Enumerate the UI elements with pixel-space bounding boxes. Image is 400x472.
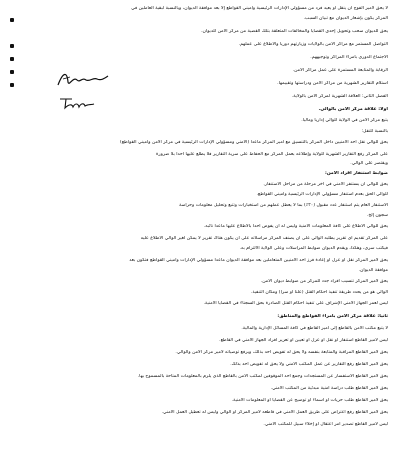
text-line: يحق لأمير القاطع رفع اعتراض على طريق العمل الأمني في قاطعه لأمير المركز أو الوالي وليس له تعطيل العمل الأمني.	[161, 410, 388, 415]
text-line: يحق لأمير القاطع رفع التقارير عن عمل المكتب الأمني ولا يحق له تفويض أحد بذلك.	[230, 362, 388, 367]
text-line: يتبع مركز الأمن في الولاية للوالي إداريا وماليا.	[301, 118, 388, 123]
signature-1	[55, 68, 110, 90]
text-line: لا يحق لأمير الفوج أن ينقل أو يعيد فرد من مسؤولي الإدارات الرئيسية وأميني القواطع إلا بعد موافقة الديوان، وبالنسبة لبقية العاملين في	[131, 6, 388, 11]
bullet-square	[10, 18, 14, 22]
text-line: لا يتبع مكتب الأمن بالقاطع إلى أمير القاطع في كافة المسائل الإدارية والمالية.	[241, 326, 388, 331]
text-line: سجون إلخ.	[366, 213, 388, 218]
text-line: يحق لأمير المركز نقل أو عزل أو إعادة فرز أحد الأمنيين المتعاملين بعد موافقة الديوان ماعدا مسؤولي الإدارات وأميني القواطع فتكون بعد	[129, 258, 388, 263]
text-line: يحق للوالي الاطلاع على كافة المعلومات الأمنية وليس له أن يفوض أحدا بالاطلاع عليها ماعدا نائبه.	[203, 224, 388, 229]
section-heading: أولاً: علاقة مركز الأمن بالوالي.	[318, 107, 388, 112]
bullet-square	[10, 57, 14, 61]
bullet-square	[10, 44, 14, 48]
text-line: الوالي هو من يحدد طريقة تنفيذ أحكام القتل (علنا أو سرا) ومكان التنفيذ.	[250, 290, 388, 295]
text-line: يحق لأمير القاطع المراقبة والمتابعة بنفسه ولا يحق له تفويض أحد بذلك، ويرفع توصياته لأمير مركز الأمن والوالي.	[175, 350, 388, 355]
text-line: المركز يكون بإشعار الديوان مع تبيان السبب.	[303, 16, 388, 21]
text-line: على المركز رفع التقارير الشهرية للولاية وإطلاعه بعمل المركز مع الحفاظ على سرية التقارير فلا يطلع عليها أحدا بلا ضرورة	[155, 152, 388, 157]
signature-2	[58, 95, 98, 111]
section-heading: الفصل الثاني: العلاقة الشهرية لمركز الأمن بالولاية.	[291, 94, 388, 99]
text-line: التواصل المستمر مع مراكز الأمن بالولايات وزيارتهم دوريا والاطلاع على عملهم.	[238, 42, 388, 47]
text-line: استلام التقارير الشهرية من مراكز الأمن ودراستها وتقييمها.	[277, 81, 388, 86]
text-line: الاجتماع الدوري بأمراء المراكز وتوجيههم.	[310, 55, 388, 60]
text-line: للوالي الحق بعدم استنفار مسؤولي الإدارات الرئيسية وأميني القواطع.	[256, 192, 388, 197]
text-line: الرقابة والمتابعة المستمرة على عمل مراكز الأمن.	[292, 68, 388, 73]
bullet-square	[10, 83, 14, 87]
text-line: ليس لعمر الجهاز الأمني الإشراف على تنفيذ أحكام القتل الصادرة بحق السجناء في القضايا الأمنية.	[203, 301, 388, 306]
text-line: يحق للوالي نقل أحد الأمنيين داخل المركز بالتنسيق مع أمير المركز ماعدا (الأمني ومسؤولي الإدارات الرئيسية في مركز الأمن وأميني القواطع)	[119, 140, 388, 145]
text-line: ليس لأمير القاطع استنفار أو نقل أو عزل أو تعيين أو تعزير أفراد الجهاز الأمني في القاطع.	[219, 338, 388, 343]
text-line: يحق لأمير المركز تنسيب أفراد جدد للمركز من ضوابط ديوان الأمن.	[260, 279, 388, 284]
text-line: ليس لأمير القاطع تصدير أمر اعتقال أو إخلاء سبيل للمكتب الأمني.	[263, 422, 388, 427]
text-line: فيكتب سري، وهكذا، ويقدم الديوان ضوابط المراسلات وعلى الولاية الالتزام به.	[239, 246, 388, 251]
text-line: ويقتصر على الوالي.	[350, 161, 388, 166]
text-line: بالنسبة للنقل:	[361, 129, 388, 134]
text-line: يحق لأمير القاطع الاستفسار عن المستجدات وجمع أحد الموقوفين لمكتب الأمن بالقاطع الذي يلزم بالمعلومات المتاحة بالمسموح بها.	[137, 374, 388, 379]
section-heading: ثانياً: علاقة مركز الأمن بأمراء القواطع والمناطق:	[277, 314, 388, 319]
text-line: يحق لأمير القاطع طلب حريات أو أسماء أو توضيح عن القضايا أو المعلومات الأمنية.	[231, 398, 388, 403]
text-line: يحق للوالي أن يستنفر الأمني في آخر مرحلة من مراحل الاستنفار.	[263, 182, 388, 187]
text-line: يحق لأمير القاطع طلب دراسة أمنية مبدئية من المكتب الأمني.	[270, 386, 388, 391]
text-line: الاستنفار العام يتم استنفار عدد مقبول (٢٠٪) بما لا يعطل عملهم من استخبارات وتتبع وتحليل معلومات وحراسة	[179, 203, 388, 208]
section-heading: ضوابط استنفار أفراد الأمن:	[324, 171, 388, 176]
bullet-square	[10, 70, 14, 74]
text-line: موافقة الديوان.	[358, 268, 388, 273]
text-line: على المركز تقديم أي تقرير يطلبه الوالي على أن يصنف المركز مراسلاته على أن يكون هناك تقرير لا يمكن لغير الوالي الاطلاع عليه	[140, 236, 388, 241]
text-line: يحق للديوان سحب وتحويل إحدى القضايا والمخالفات المتعلقة بتلك القضية من مركز الأمن للديوان.	[201, 29, 388, 34]
